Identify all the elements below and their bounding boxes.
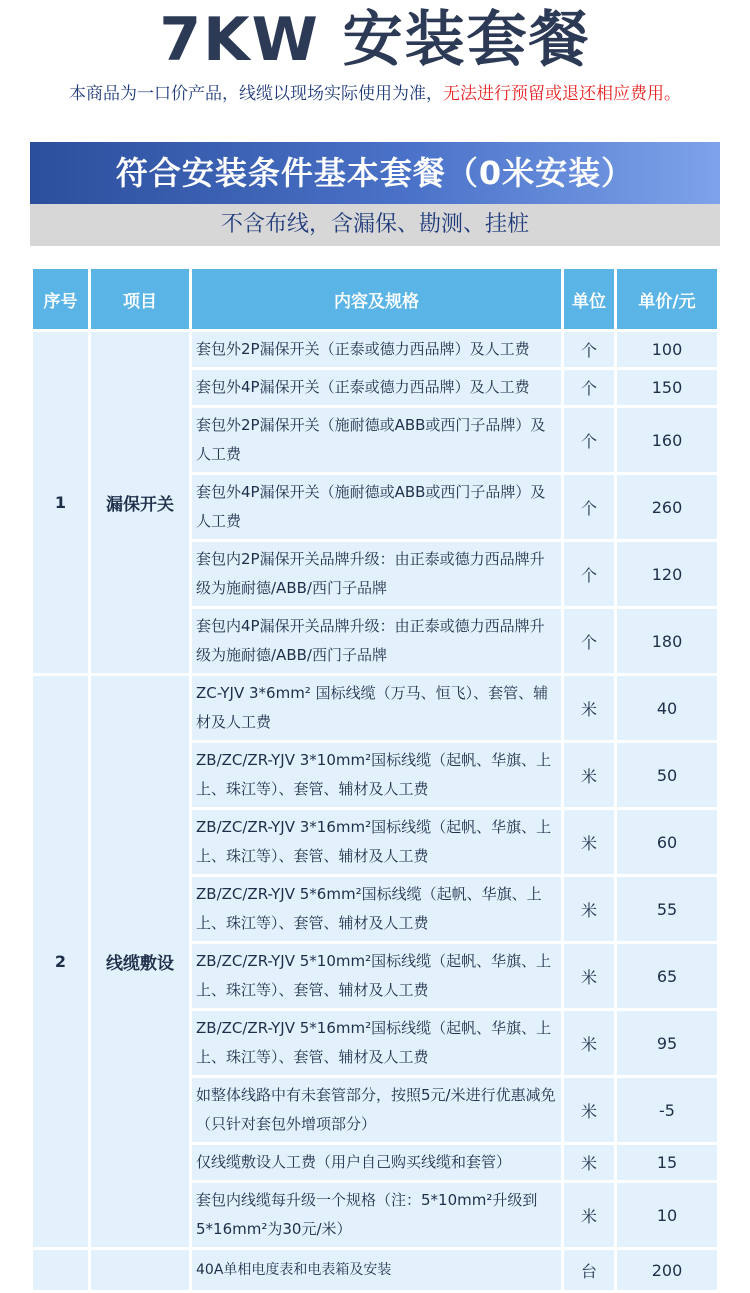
row-desc: ZB/ZC/ZR-YJV 3*16mm²国标线缆（起帆、华旗、上上、珠江等）、套管、辅材及人工费 — [192, 810, 561, 874]
row-desc: 套包内线缆每升级一个规格（注：5*10mm²升级到5*16mm²为30元/米） — [192, 1183, 561, 1247]
header-price: 单价/元 — [617, 269, 717, 329]
row-unit: 米 — [564, 1078, 614, 1142]
row-price: 200 — [617, 1250, 717, 1290]
row-unit: 米 — [564, 877, 614, 941]
header-desc: 内容及规格 — [192, 269, 561, 329]
row-price: 10 — [617, 1183, 717, 1247]
row-desc: ZB/ZC/ZR-YJV 3*10mm²国标线缆（起帆、华旗、上上、珠江等）、套管、辅材及人工费 — [192, 743, 561, 807]
row-unit: 米 — [564, 944, 614, 1008]
row-price: 55 — [617, 877, 717, 941]
row-unit: 米 — [564, 810, 614, 874]
row-price: 100 — [617, 332, 717, 367]
row-desc: ZC-YJV 3*6mm² 国标线缆（万马、恒飞）、套管、辅材及人工费 — [192, 676, 561, 740]
row-desc: 套包内2P漏保开关品牌升级：由正泰或德力西品牌升级为施耐德/ABB/西门子品牌 — [192, 542, 561, 606]
row-unit: 个 — [564, 370, 614, 405]
group-item: 漏保开关 — [91, 332, 189, 673]
row-desc: 40A单相电度表和电表箱及安装 — [192, 1250, 561, 1290]
row-unit: 个 — [564, 408, 614, 472]
row-price: 160 — [617, 408, 717, 472]
table-row — [33, 332, 717, 367]
row-desc: ZB/ZC/ZR-YJV 5*6mm²国标线缆（起帆、华旗、上上、珠江等）、套管、辅材及人工费 — [192, 877, 561, 941]
row-desc: ZB/ZC/ZR-YJV 5*16mm²国标线缆（起帆、华旗、上上、珠江等）、套管、辅材及人工费 — [192, 1011, 561, 1075]
row-price: 60 — [617, 810, 717, 874]
row-price: 65 — [617, 944, 717, 1008]
row-price: 150 — [617, 370, 717, 405]
row-price: 260 — [617, 475, 717, 539]
row-desc: 套包外2P漏保开关（正泰或德力西品牌）及人工费 — [192, 332, 561, 367]
row-price: 40 — [617, 676, 717, 740]
row-unit: 米 — [564, 1145, 614, 1180]
pricing-table — [30, 266, 720, 1293]
group-seq: 1 — [33, 332, 88, 673]
row-desc: 套包外4P漏保开关（施耐德或ABB或西门子品牌）及人工费 — [192, 475, 561, 539]
row-desc: 仅线缆敷设人工费（用户自己购买线缆和套管） — [192, 1145, 561, 1180]
row-unit: 米 — [564, 743, 614, 807]
row-desc: 套包外2P漏保开关（施耐德或ABB或西门子品牌）及人工费 — [192, 408, 561, 472]
package-subtitle: 不含布线，含漏保、勘测、挂桩 — [30, 204, 720, 246]
row-unit: 米 — [564, 1183, 614, 1247]
row-price: 15 — [617, 1145, 717, 1180]
group-seq — [33, 1250, 88, 1290]
row-desc: 套包外4P漏保开关（正泰或德力西品牌）及人工费 — [192, 370, 561, 405]
row-unit: 米 — [564, 1011, 614, 1075]
header-item: 项目 — [91, 269, 189, 329]
table-row — [33, 1250, 717, 1290]
row-unit: 个 — [564, 332, 614, 367]
notice-warning: 无法进行预留或退还相应费用。 — [443, 84, 681, 104]
table-header-row — [33, 269, 717, 329]
header-unit: 单位 — [564, 269, 614, 329]
package-banner: 符合安装条件基本套餐（0米安装） — [30, 142, 720, 204]
row-desc: ZB/ZC/ZR-YJV 5*10mm²国标线缆（起帆、华旗、上上、珠江等）、套管、辅材及人工费 — [192, 944, 561, 1008]
row-price: 180 — [617, 609, 717, 673]
row-price: 120 — [617, 542, 717, 606]
table-row — [33, 676, 717, 740]
row-price: -5 — [617, 1078, 717, 1142]
row-price: 95 — [617, 1011, 717, 1075]
row-desc: 如整体线路中有未套管部分，按照5元/米进行优惠减免（只针对套包外增项部分） — [192, 1078, 561, 1142]
row-unit: 个 — [564, 542, 614, 606]
price-notice — [0, 80, 750, 108]
row-desc: 套包内4P漏保开关品牌升级：由正泰或德力西品牌升级为施耐德/ABB/西门子品牌 — [192, 609, 561, 673]
row-price: 50 — [617, 743, 717, 807]
row-unit: 米 — [564, 676, 614, 740]
header-seq: 序号 — [33, 269, 88, 329]
row-unit: 台 — [564, 1250, 614, 1290]
group-item — [91, 1250, 189, 1290]
group-seq: 2 — [33, 676, 88, 1247]
group-item: 线缆敷设 — [91, 676, 189, 1247]
row-unit: 个 — [564, 609, 614, 673]
notice-text: 本商品为一口价产品，线缆以现场实际使用为准， — [69, 84, 443, 104]
page-title: 7KW 安装套餐 — [159, 5, 591, 75]
row-unit: 个 — [564, 475, 614, 539]
